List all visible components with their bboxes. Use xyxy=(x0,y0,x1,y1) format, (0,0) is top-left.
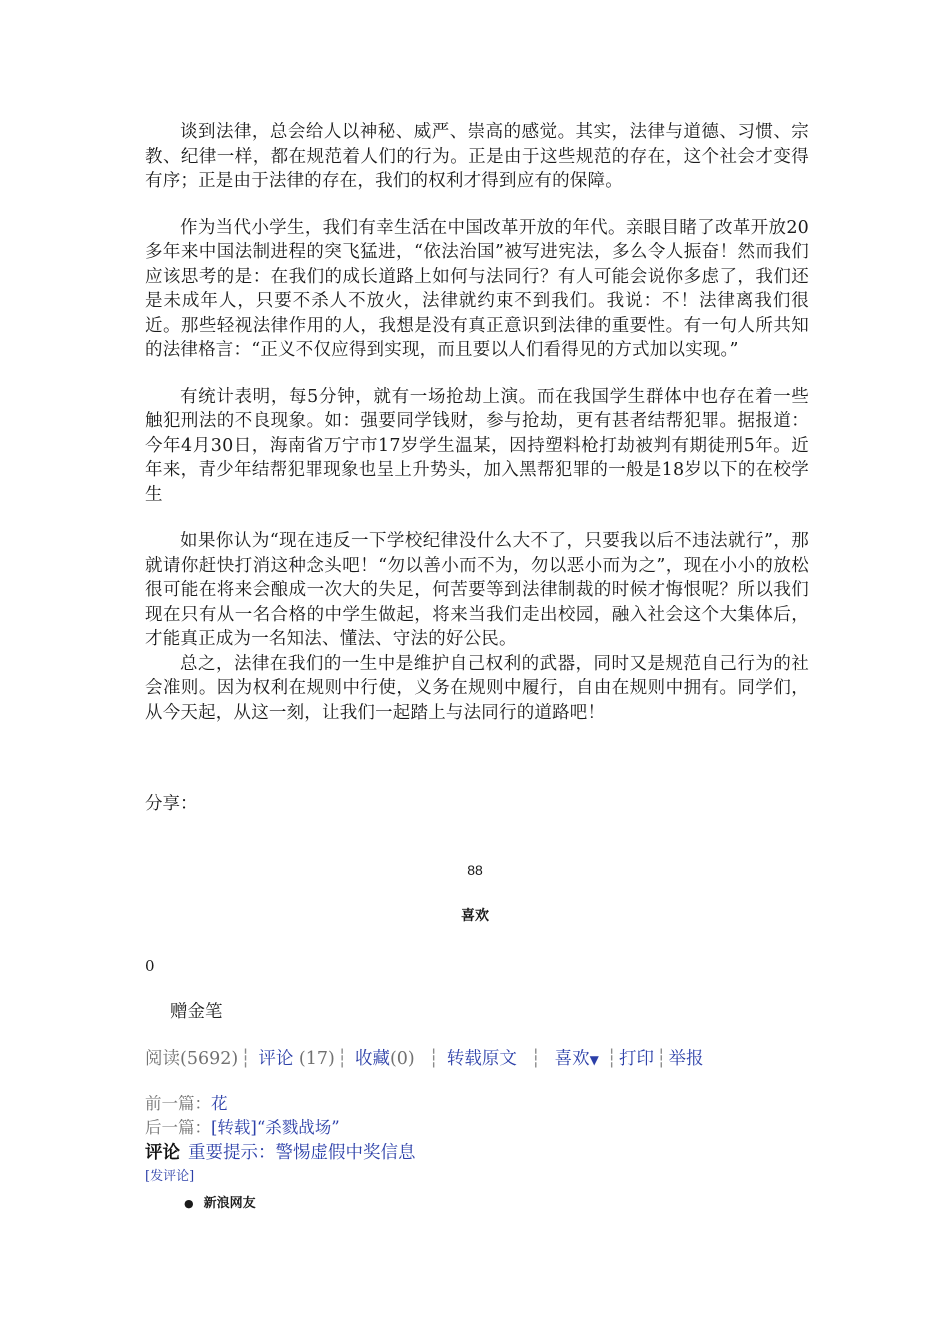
like-count: 88 xyxy=(467,862,483,878)
share-label: 分享： xyxy=(145,794,198,814)
prev-article-link[interactable]: 花 xyxy=(211,1094,228,1113)
article-paragraph: 作为当代小学生，我们有幸生活在中国改革开放的年代。亲眼目睹了改革开放20多年来中国法制进程的突飞猛进，“依法治国”被写进宪法，多么令人振奋！然而我们应该思考的是：在我们的成长道路上如何与法同行？有人可能会说你多虑了，我们还是未成年人，只要不杀人不放火，法律就约束不到我们。我说：不！法律离我们很近。那些轻视法律作用的人，我想是没有真正意识到法律的重要性。有一句人所共知的法律格言：“正义不仅应得到实现，而且要以人们看得见的方式加以实现。” xyxy=(145,217,809,360)
comment-list-item xyxy=(184,1195,256,1213)
divider: ┆ xyxy=(336,1049,348,1069)
like-button[interactable]: 喜欢 xyxy=(461,908,489,924)
article-paragraph: 有统计表明，每5分钟，就有一场抢劫上演。而在我国学生群体中也存在着一些触犯刑法的不良现象。如：强要同学钱财，参与抢劫，更有甚者结帮犯罪。据报道：今年4月30日，海南省万宁市17岁学生温某，因持塑料枪打劫被判有期徒刑5年。近年来，青少年结帮犯罪现象也呈上升势头，加入黑帮犯罪的一般是18岁以下的在校学生 xyxy=(145,386,809,505)
article-paragraph: 谈到法律，总会给人以神秘、威严、崇高的感觉。其实，法律与道德、习惯、宗教、纪律一样，都在规范着人们的行为。正是由于这些规范的存在，这个社会才变得有序；正是由于法律的存在，我们的权利才得到应有的保障。 xyxy=(145,122,809,191)
prev-article xyxy=(145,1093,228,1115)
like-dropdown[interactable] xyxy=(555,1049,599,1069)
repost-original-link[interactable]: 转载原文 xyxy=(446,1049,517,1069)
prev-article-label: 前一篇： xyxy=(145,1094,211,1113)
report-link[interactable]: 举报 xyxy=(668,1049,704,1069)
divider: ┆ xyxy=(606,1049,617,1069)
divider: ┆ xyxy=(655,1049,667,1069)
gift-count: 0 xyxy=(145,957,155,975)
commenter-name: 新浪网友 xyxy=(203,1196,256,1211)
bullet-icon: ● xyxy=(184,1197,194,1210)
article-paragraph: 如果你认为“现在违反一下学校纪律没什么大不了，只要我以后不违法就行”，那就请你赶快打消这种念头吧！“勿以善小而不为，勿以恶小而为之”，现在小小的放松很可能在将来会酿成一次大的失足，何苦要等到法律制裁的时候才悔恨呢？所以我们现在只有从一名合格的中学生做起，将来当我们走出校园，融入社会这个大集体后，才能真正成为一名知法、懂法、守法的好公民。 xyxy=(145,531,809,649)
gift-pen-button[interactable]: 赠金笔 xyxy=(170,1002,223,1022)
next-article-link[interactable]: [转载]“杀戮战场” xyxy=(211,1118,340,1137)
comments-header xyxy=(145,1141,416,1165)
article-body xyxy=(145,120,809,725)
dropdown-arrow-icon: ▼ xyxy=(589,1053,599,1067)
comment-link[interactable]: 评论 xyxy=(258,1049,294,1069)
read-label: 阅读 xyxy=(145,1049,180,1069)
article-action-bar xyxy=(145,1047,704,1072)
next-article-label: 后一篇： xyxy=(145,1118,211,1137)
article-paragraph: 总之，法律在我们的一生中是维护自己权利的武器，同时又是规范自己行为的社会准则。因为权利在规则中行使，义务在规则中履行，自由在规则中拥有。同学们，从今天起，从这一刻，让我们一起踏上与法同行的道路吧！ xyxy=(145,653,809,723)
favorite-link[interactable]: 收藏 xyxy=(354,1049,390,1069)
like-dropdown-label: 喜欢 xyxy=(554,1049,590,1069)
fraud-notice-link[interactable]: 重要提示：警惕虚假中奖信息 xyxy=(188,1143,416,1163)
next-article xyxy=(145,1117,340,1139)
divider: ┆ xyxy=(240,1049,251,1069)
divider: ┆ xyxy=(428,1049,439,1069)
comment-count: (17) xyxy=(298,1049,335,1069)
read-count: (5692) xyxy=(180,1049,239,1069)
post-comment-link[interactable]: [发评论] xyxy=(145,1169,195,1184)
favorite-count: (0) xyxy=(389,1049,415,1069)
print-link[interactable]: 打印 xyxy=(618,1049,654,1069)
comments-title: 评论 xyxy=(145,1143,180,1163)
divider: ┆ xyxy=(530,1049,542,1069)
